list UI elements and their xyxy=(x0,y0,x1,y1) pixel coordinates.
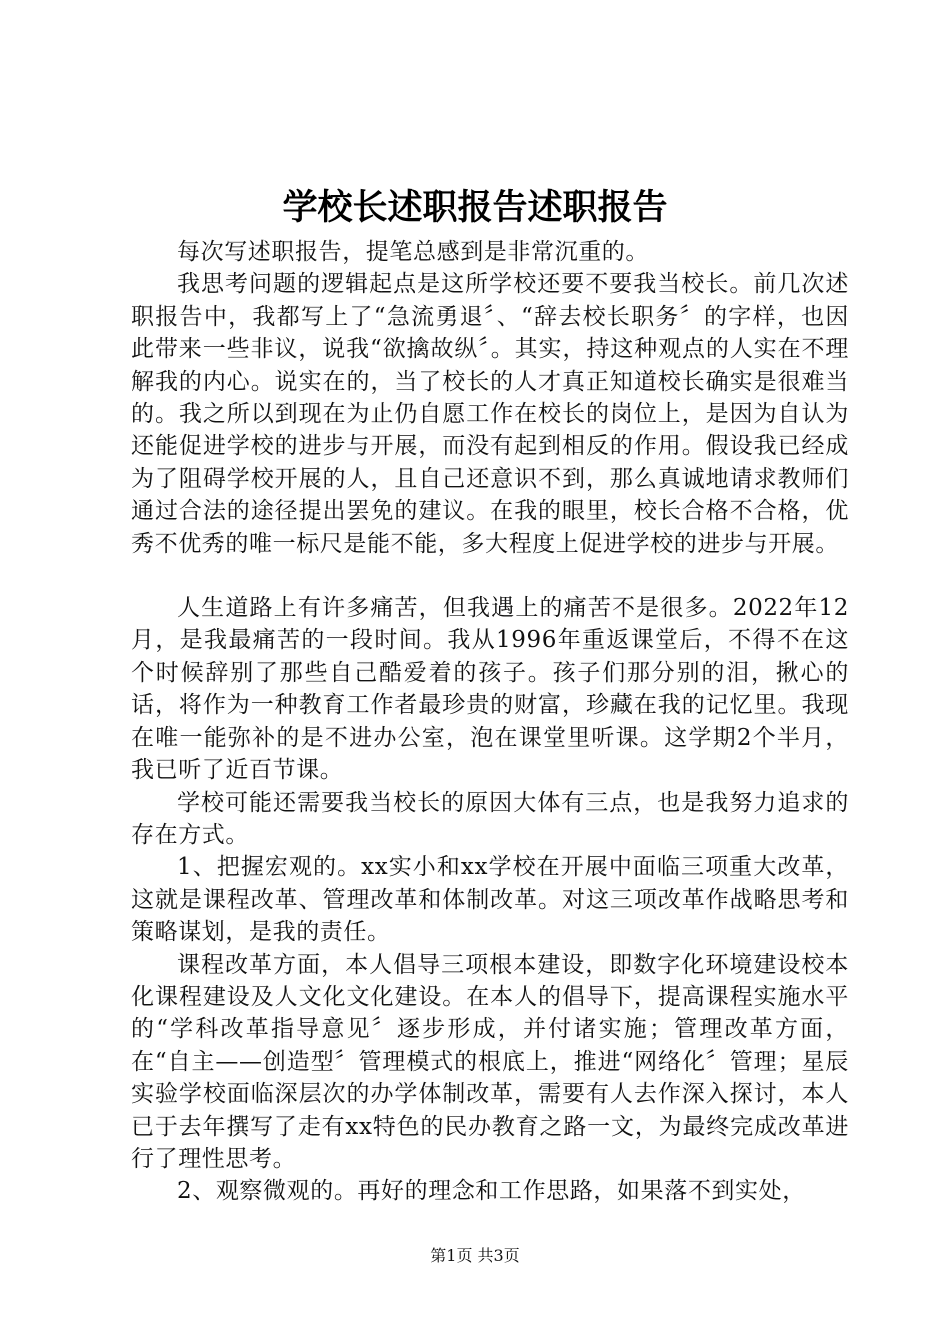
paragraph-point-2: 2、观察微观的。再好的理念和工作思路，如果落不到实处， xyxy=(177,1178,806,1205)
paragraph-pain: 人生道路上有许多痛苦，但我遇上的痛苦不是很多。2022年12月，是我最痛苦的一段时间。我从1996年重返课堂后，不得不在这个时候辞别了那些自己酷爱着的孩子。孩子们那分别的泪，揪心的话，将作为一种教育工作者最珍贵的财富，珍藏在我的记忆里。我现在唯一能弥补的是不进办公室，泡在课堂里听课。这学期2个半月，我已听了近百节课。 xyxy=(131,595,849,784)
document-title: 学校长述职报告述职报告 xyxy=(282,187,668,228)
paragraph-reasons: 学校可能还需要我当校长的原因大体有三点，也是我努力追求的存在方式。 xyxy=(131,789,849,848)
page-footer: 第1页 共3页 xyxy=(430,1246,520,1265)
paragraph-reform: 课程改革方面，本人倡导三项根本建设，即数字化环境建设校本化课程建设及人文化文化建设。在本人的倡导下，提高课程实施水平的“学科改革指导意见〞逐步形成，并付诸实施；管理改革方面，在“自主——创造型〞管理模式的根底上，推进“网络化〞管理；星辰实验学校面临深层次的办学体制改革，需要有人去作深入探讨，本人已于去年撰写了走有xx特色的民办教育之路一文，为最终完成改革进行了理性思考。 xyxy=(131,951,849,1172)
paragraph-point-1: 1、把握宏观的。xx实小和xx学校在开展中面临三项重大改革，这就是课程改革、管理改革和体制改革。对这三项改革作战略思考和策略谋划，是我的责任。 xyxy=(131,854,849,946)
paragraph-logic: 我思考问题的逻辑起点是这所学校还要不要我当校长。前几次述职报告中，我都写上了“急流勇退〞、“辞去校长职务〞的字样，也因此带来一些非议，说我“欲擒故纵〞。其实，持这种观点的人实在不理解我的内心。说实在的，当了校长的人才真正知道校长确实是很难当的。我之所以到现在为止仍自愿工作在校长的岗位上，是因为自认为还能促进学校的进步与开展，而没有起到相反的作用。假设我已经成为了阻碍学校开展的人，且自己还意识不到，那么真诚地请求教师们通过合法的途径提出罢免的建议。在我的眼里，校长合格不合格，优秀不优秀的唯一标尺是能不能，多大程度上促进学校的进步与开展。 xyxy=(131,271,849,557)
paragraph-intro: 每次写述职报告，提笔总感到是非常沉重的。 xyxy=(177,239,649,265)
document-body xyxy=(131,236,849,1208)
